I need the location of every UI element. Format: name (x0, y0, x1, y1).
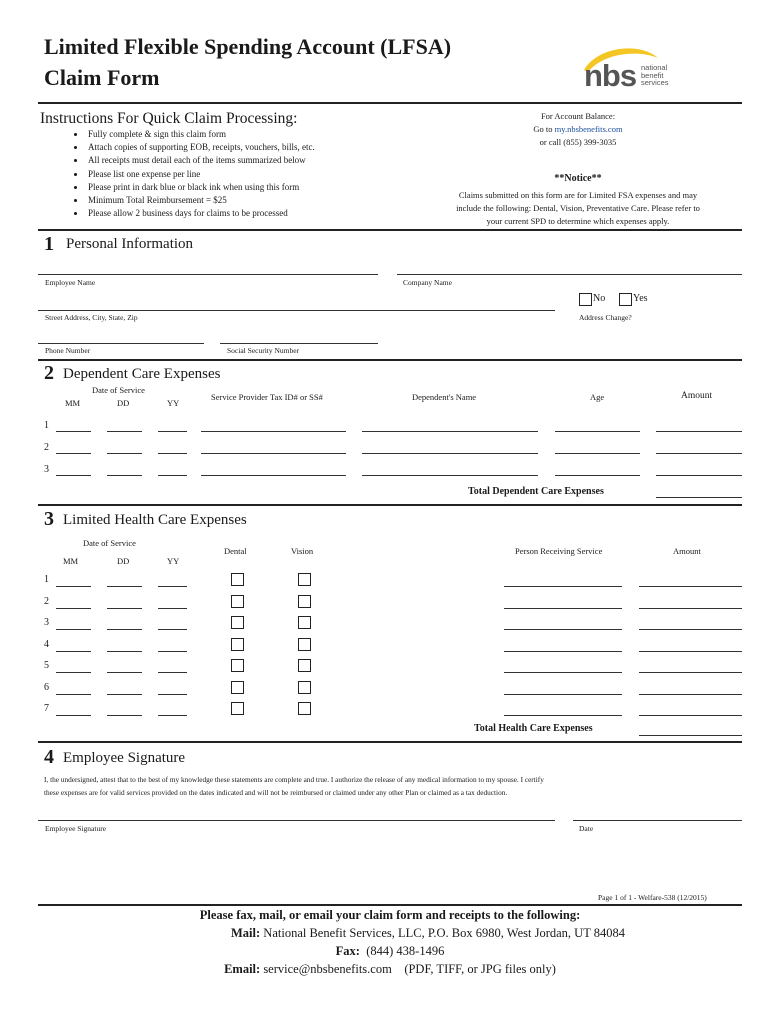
dd-header: DD (117, 556, 130, 566)
total-health-care-label: Total Health Care Expenses (474, 723, 593, 734)
section4-title: Employee Signature (63, 750, 186, 766)
date-of-service-header: Date of Service (83, 538, 136, 548)
amount-field[interactable] (639, 586, 742, 587)
form-title-line1: Limited Flexible Spending Account (LFSA) (44, 34, 452, 59)
yy-field[interactable] (158, 586, 187, 587)
person-receiving-field[interactable] (504, 672, 622, 673)
yes-label: Yes (633, 293, 648, 304)
mm-field[interactable] (56, 694, 91, 695)
footer-mail (38, 926, 770, 941)
mm-field[interactable] (56, 629, 91, 630)
section-divider (38, 359, 742, 361)
person-receiving-field[interactable] (504, 651, 622, 652)
dd-header: DD (117, 398, 130, 408)
section1-title: Personal Information (66, 236, 194, 252)
amount-field[interactable] (656, 453, 742, 454)
yy-field[interactable] (158, 475, 187, 476)
attestation-line2: these expenses are for valid services provided on the dates indicated and will not be reimbursed or claimed under any other Plan or claimed as a tax deduction. (44, 788, 508, 797)
page-info: Page 1 of 1 - Welfare-538 (12/2015) (598, 893, 707, 902)
employee-name-field[interactable] (38, 274, 378, 275)
date-field[interactable] (573, 820, 742, 821)
date-of-service-header: Date of Service (92, 385, 145, 395)
dd-field[interactable] (107, 475, 142, 476)
mm-field[interactable] (56, 475, 91, 476)
provider-tax-id-field[interactable] (201, 475, 346, 476)
person-receiving-field[interactable] (504, 694, 622, 695)
age-header: Age (590, 392, 605, 402)
instructions-list (66, 128, 386, 220)
yy-header: YY (167, 556, 180, 566)
balance-line2 (460, 123, 696, 136)
amount-field[interactable] (639, 672, 742, 673)
dependent-name-field[interactable] (362, 453, 538, 454)
amount-field[interactable] (639, 651, 742, 652)
dd-field[interactable] (107, 651, 142, 652)
person-receiving-field[interactable] (504, 608, 622, 609)
mail-address: National Benefit Services, LLC, P.O. Box 6980, West Jordan, UT 84084 (260, 926, 625, 940)
form-title-line2: Claim Form (44, 65, 160, 90)
ssn-label: Social Security Number (227, 346, 300, 355)
amount-header: Amount (681, 391, 713, 401)
address-change-label: Address Change? (579, 313, 632, 322)
vision-checkbox[interactable] (298, 573, 311, 586)
row-number: 5 (44, 660, 49, 671)
date-label: Date (579, 824, 594, 833)
address-change-yes-checkbox[interactable] (619, 293, 632, 306)
vision-checkbox[interactable] (298, 659, 311, 672)
dental-checkbox[interactable] (231, 659, 244, 672)
logo-sub-line2: benefit (641, 70, 664, 80)
logo-text: nbs (584, 58, 637, 93)
balance-link[interactable]: my.nbsbenefits.com (554, 124, 623, 134)
provider-tax-id-field[interactable] (201, 453, 346, 454)
notice-line3: your current SPD to determine which expenses apply. (486, 216, 670, 226)
no-label: No (593, 293, 606, 304)
amount-field[interactable] (656, 475, 742, 476)
amount-field[interactable] (639, 694, 742, 695)
provider-header: Service Provider Tax ID# or SS# (211, 392, 323, 402)
dental-checkbox[interactable] (231, 573, 244, 586)
total-health-care-field[interactable] (639, 735, 742, 736)
section4-number: 4 (44, 746, 54, 768)
instruction-item: • Fully complete & sign this claim form (86, 128, 386, 141)
dd-field[interactable] (107, 586, 142, 587)
footer-divider (38, 904, 742, 906)
notice-title: **Notice** (554, 173, 602, 184)
address-change-no-checkbox[interactable] (579, 293, 592, 306)
section3-title: Limited Health Care Expenses (63, 512, 247, 528)
yy-field[interactable] (158, 694, 187, 695)
street-address-label: Street Address, City, State, Zip (45, 313, 138, 322)
yy-field[interactable] (158, 651, 187, 652)
footer-instructions: Please fax, mail, or email your claim form and receipts to the following: (199, 908, 581, 922)
email-note: (PDF, TIFF, or JPG files only) (391, 962, 556, 976)
company-name-label: Company Name (403, 278, 452, 287)
vision-checkbox[interactable] (298, 702, 311, 715)
email-label: Email: (224, 962, 261, 976)
section3-number: 3 (44, 508, 54, 530)
dd-field[interactable] (107, 715, 142, 716)
yy-field[interactable] (158, 629, 187, 630)
dental-checkbox[interactable] (231, 638, 244, 651)
row-number: 1 (44, 574, 49, 585)
age-field[interactable] (555, 431, 640, 432)
mm-field[interactable] (56, 651, 91, 652)
amount-field[interactable] (639, 608, 742, 609)
dependent-name-header: Dependent's Name (412, 392, 477, 402)
amount-header: Amount (673, 546, 701, 556)
phone-number-field[interactable] (38, 343, 204, 344)
section-divider (38, 504, 742, 506)
yy-header: YY (167, 398, 180, 408)
yy-field[interactable] (158, 672, 187, 673)
fax-label: Fax: (335, 944, 360, 958)
total-dependent-field[interactable] (656, 497, 742, 498)
instruction-item: • Minimum Total Reimbursement = $25 (86, 194, 386, 207)
footer-email (38, 962, 742, 977)
employee-signature-field[interactable] (38, 820, 555, 821)
street-address-field[interactable] (38, 310, 555, 311)
dental-checkbox[interactable] (231, 595, 244, 608)
mm-field[interactable] (56, 672, 91, 673)
phone-number-label: Phone Number (45, 346, 91, 355)
mm-field[interactable] (56, 431, 91, 432)
yy-field[interactable] (158, 431, 187, 432)
section2-number: 2 (44, 362, 54, 384)
instruction-item: • All receipts must detail each of the items summarized below (86, 154, 386, 167)
row-number: 4 (44, 638, 49, 650)
row-number: 3 (44, 617, 49, 628)
section1-number: 1 (44, 233, 54, 255)
person-receiving-field[interactable] (504, 586, 622, 587)
dependent-name-field[interactable] (362, 475, 538, 476)
age-field[interactable] (555, 475, 640, 476)
row-number: 6 (44, 681, 49, 693)
vision-checkbox[interactable] (298, 595, 311, 608)
dependent-name-field[interactable] (362, 431, 538, 432)
yy-field[interactable] (158, 608, 187, 609)
amount-field[interactable] (639, 715, 742, 716)
dd-field[interactable] (107, 453, 142, 454)
dental-checkbox[interactable] (231, 702, 244, 715)
balance-info (460, 110, 696, 149)
vision-checkbox[interactable] (298, 681, 311, 694)
row-number: 7 (44, 703, 49, 714)
amount-field[interactable] (656, 431, 742, 432)
logo-sub-line3: services (641, 78, 669, 87)
yy-field[interactable] (158, 715, 187, 716)
mail-label: Mail: (231, 926, 261, 940)
age-field[interactable] (555, 453, 640, 454)
email-address[interactable]: service@nbsbenefits.com (260, 962, 392, 976)
balance-goto: Go to (533, 124, 555, 134)
vision-header: Vision (291, 546, 314, 556)
employee-name-label: Employee Name (45, 278, 96, 287)
mm-field[interactable] (56, 586, 91, 587)
row-number: 2 (44, 442, 49, 453)
dental-header: Dental (224, 546, 247, 556)
row-number: 3 (44, 464, 49, 475)
provider-tax-id-field[interactable] (201, 431, 346, 432)
instructions-title: Instructions For Quick Claim Processing: (40, 110, 298, 127)
dental-checkbox[interactable] (231, 681, 244, 694)
dd-field[interactable] (107, 431, 142, 432)
notice-line2: include the following: Dental, Vision, Preventative Care. Please refer to (456, 203, 700, 213)
balance-line3: or call (855) 399-3035 (539, 137, 617, 147)
dd-field[interactable] (107, 694, 142, 695)
instruction-item: • Please print in dark blue or black ink when using this form (86, 181, 386, 194)
company-name-field[interactable] (397, 274, 742, 275)
header-divider (38, 102, 742, 104)
balance-line1: For Account Balance: (540, 111, 616, 121)
dd-field[interactable] (107, 608, 142, 609)
instruction-item: • Please list one expense per line (86, 168, 386, 181)
dd-field[interactable] (107, 672, 142, 673)
person-receiving-field[interactable] (504, 715, 622, 716)
employee-signature-label: Employee Signature (45, 824, 107, 833)
section2-title: Dependent Care Expenses (63, 366, 221, 382)
person-receiving-header: Person Receiving Service (515, 546, 603, 556)
amount-field[interactable] (639, 629, 742, 630)
logo-sub-line1: national (641, 63, 668, 72)
dd-field[interactable] (107, 629, 142, 630)
vision-checkbox[interactable] (298, 638, 311, 651)
dental-checkbox[interactable] (231, 616, 244, 629)
mm-field[interactable] (56, 715, 91, 716)
notice-line1: Claims submitted on this form are for Limited FSA expenses and may (458, 190, 698, 200)
section-divider (38, 229, 742, 231)
ssn-field[interactable] (220, 343, 378, 344)
attestation-line1: I, the undersigned, attest that to the best of my knowledge these statements are complete and true. I authorize the release of any medical information to my spouse. I certify (44, 775, 544, 784)
total-dependent-label: Total Dependent Care Expenses (468, 486, 604, 497)
instruction-item: • Attach copies of supporting EOB, receipts, vouchers, bills, etc. (86, 141, 386, 154)
mm-field[interactable] (56, 608, 91, 609)
instruction-item: • Please allow 2 business days for claims to be processed (86, 207, 386, 220)
vision-checkbox[interactable] (298, 616, 311, 629)
attestation-text (44, 773, 744, 799)
mm-header: MM (63, 556, 79, 566)
notice-text (410, 189, 746, 228)
person-receiving-field[interactable] (504, 629, 622, 630)
footer-fax (38, 944, 742, 959)
mm-header: MM (65, 398, 81, 408)
mm-field[interactable] (56, 453, 91, 454)
section-divider (38, 741, 742, 743)
fax-number: (844) 438-1496 (359, 944, 445, 958)
logo-subtext (641, 64, 669, 87)
row-number: 1 (44, 420, 49, 431)
row-number: 2 (44, 595, 49, 607)
yy-field[interactable] (158, 453, 187, 454)
